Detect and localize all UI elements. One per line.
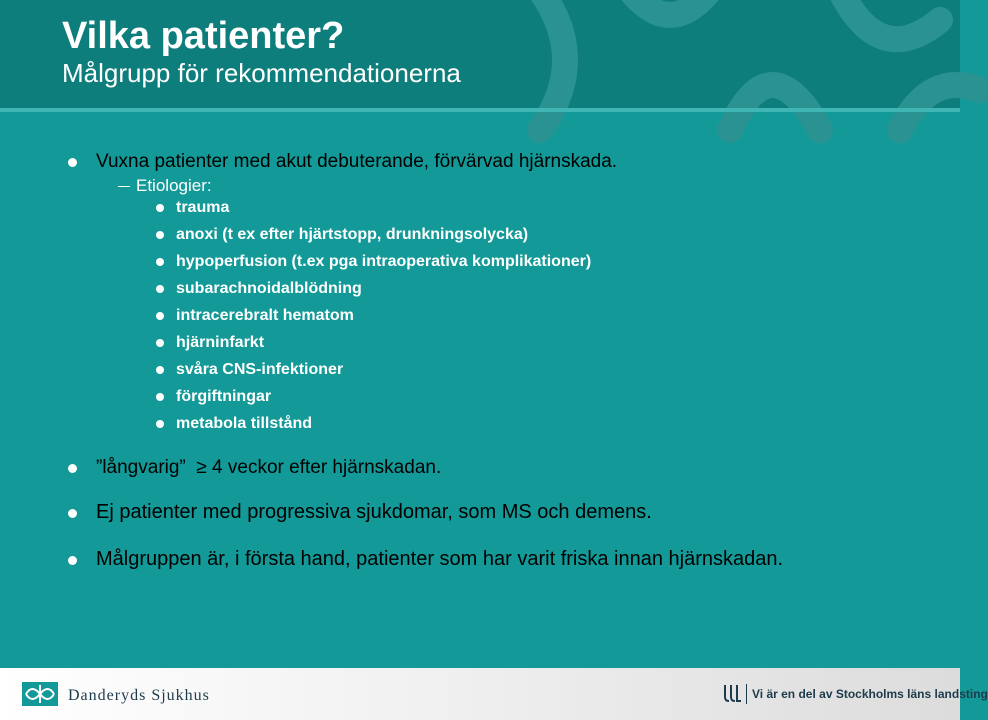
list-item: Vuxna patienter med akut debuterande, förvärvad hjärnskada.	[96, 151, 618, 172]
list-item: trauma	[176, 199, 230, 216]
footer-divider	[746, 684, 747, 704]
list-item: Ej patienter med progressiva sjukdomar, som MS och demens.	[96, 501, 652, 523]
dash-icon	[118, 186, 130, 187]
duration-text: 4 veckor efter hjärnskadan.	[212, 457, 442, 478]
slide-subtitle: Målgrupp för rekommendationerna	[62, 58, 461, 88]
bullet-icon	[68, 556, 77, 565]
bullet-icon	[68, 509, 77, 518]
list-item: metabola tillstånd	[176, 415, 313, 432]
bullet-icon	[68, 464, 77, 473]
list-item: subarachnoidalblödning	[176, 280, 362, 297]
bullet-icon	[68, 158, 77, 167]
greater-equal-symbol: ≥	[196, 457, 207, 478]
sll-logo-icon	[722, 683, 742, 703]
bullet-icon	[156, 393, 164, 401]
bullet-icon	[156, 204, 164, 212]
list-item: förgiftningar	[176, 388, 272, 405]
bullet-icon	[156, 420, 164, 428]
bullet-icon	[156, 339, 164, 347]
slide-title: Vilka patienter?	[62, 15, 345, 57]
list-item: intracerebralt hematom	[176, 307, 354, 324]
list-item: hjärninfarkt	[176, 334, 265, 351]
list-item: svåra CNS-infektioner	[176, 361, 344, 378]
bullet-icon	[156, 312, 164, 320]
list-item: anoxi (t ex efter hjärtstopp, drunkningsolycka)	[176, 226, 529, 243]
bullet-icon	[156, 258, 164, 266]
hospital-logo-icon	[22, 682, 58, 706]
list-item	[96, 457, 441, 479]
bullet-icon	[156, 366, 164, 374]
duration-qualifier: ”långvarig”	[96, 457, 186, 478]
bullet-icon	[156, 231, 164, 239]
list-item: Målgruppen är, i första hand, patienter som har varit friska innan hjärnskadan.	[96, 548, 784, 570]
hospital-name: Danderyds Sjukhus	[68, 687, 210, 704]
list-item: hypoperfusion (t.ex pga intraoperativa komplikationer)	[176, 253, 592, 270]
slide-footer	[0, 668, 988, 720]
etiologies-heading: Etiologier:	[136, 176, 212, 195]
bullet-icon	[156, 285, 164, 293]
footer-tagline: Vi är en del av Stockholms läns landsting	[752, 687, 988, 701]
